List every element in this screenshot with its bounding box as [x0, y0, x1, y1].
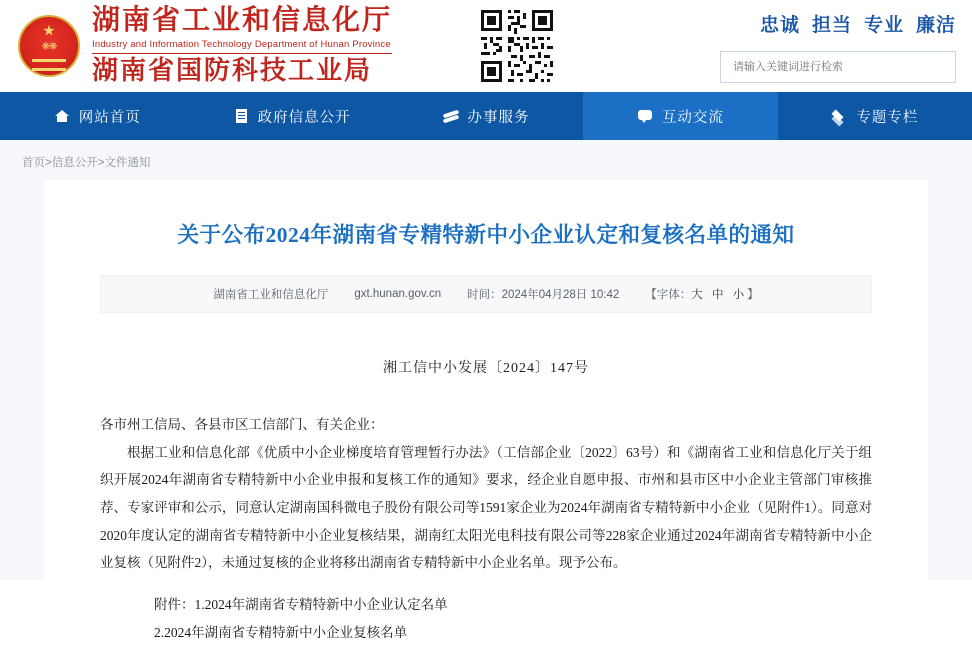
- slogan-word-2: 担当: [811, 14, 852, 36]
- qr-code-svg: [478, 7, 556, 85]
- nav-label-government-info: 政府信息公开: [257, 109, 351, 126]
- attachment-item-1[interactable]: 附件：1.2024年湖南省专精特新中小企业认定名单: [154, 597, 448, 613]
- breadcrumb-text: 首页>信息公开>文件通知: [22, 157, 151, 169]
- document-number: 湘工信中小发展〔2024〕147号: [383, 361, 589, 376]
- emblem-gear: [32, 59, 66, 71]
- meta-time-wrap: [467, 286, 619, 302]
- article-card: [44, 180, 928, 666]
- site-title-block: [92, 6, 392, 85]
- org-title-en: Industry and Information Technology Department of Hunan Province: [92, 39, 391, 51]
- nav-label-interaction: 互动交流: [661, 109, 724, 126]
- national-emblem-icon: [18, 15, 80, 77]
- paragraph-salutation: 各市州工信局、各县市区工信部门、有关企业：: [100, 417, 384, 432]
- article-body: [100, 411, 872, 646]
- slogan-word-3: 专业: [863, 14, 904, 36]
- home-icon: [54, 108, 70, 124]
- title-divider: [92, 53, 392, 54]
- service-icon: [443, 108, 459, 124]
- meta-time-value: 2024年04月28日 10:42: [501, 289, 620, 301]
- article-meta-bar: [100, 275, 872, 313]
- paragraph-main: 根据工业和信息化部《优质中小企业梯度培育管理暂行办法》（工信部企业〔2022〕63号）和《湖南省工业和信息化厅关于组织开展2024年湖南省专精特新中小企业申报和复核工作的通知》要求，经企业自愿申报、市州和县市区中小企业主管部门审核推荐、专家评审和公示，同意认定湖南国科微电子股份有限公司等1591家企业为2024年湖南省专精特新中小企业（见附件1）。同意对2020年度认定的湖南省专精特新中小企业复核结果，湖南红太阳光电科技有限公司等228家企业通过2024年湖南省专精特新中小企业复核（见附件2），未通过复核的企业将移出湖南省专精特新中小企业名单。现予公布。: [100, 444, 872, 571]
- page-background: [0, 180, 972, 640]
- nav-label-services: 办事服务: [467, 109, 530, 126]
- search-input[interactable]: [731, 60, 945, 74]
- font-size-options[interactable]: 大 中 小: [691, 289, 748, 301]
- breadcrumb[interactable]: [0, 140, 972, 180]
- header-right: [716, 10, 956, 83]
- page-title: 关于公布2024年湖南省专精特新中小企业认定和复核名单的通知: [177, 223, 795, 247]
- font-size-close: 】: [747, 289, 759, 301]
- slogan-word-4: 廉洁: [915, 14, 956, 36]
- main-navigation: [0, 92, 972, 140]
- meta-domain: gxt.hunan.gov.cn: [354, 288, 442, 300]
- slogan-group: [760, 10, 956, 37]
- attachment-list: [100, 591, 872, 646]
- chat-icon: [637, 108, 653, 124]
- nav-item-services[interactable]: [389, 92, 583, 140]
- org-title-cn-secondary: 湖南省国防科技工业局: [92, 56, 373, 86]
- qr-code-icon: [478, 7, 556, 85]
- font-size-controls[interactable]: [645, 286, 758, 302]
- meta-source: 湖南省工业和信息化厅: [213, 289, 329, 301]
- layers-icon: [831, 108, 847, 124]
- nav-label-special-topics: 专题专栏: [856, 109, 919, 126]
- search-box[interactable]: [720, 51, 956, 83]
- org-title-cn-primary: 湖南省工业和信息化厅: [92, 5, 393, 37]
- nav-item-special-topics[interactable]: [778, 92, 972, 140]
- font-size-label: 【字体：: [645, 289, 692, 301]
- document-icon: [233, 108, 249, 124]
- nav-label-home: 网站首页: [78, 109, 141, 126]
- nav-item-home[interactable]: [0, 92, 194, 140]
- nav-item-interaction[interactable]: [583, 92, 777, 140]
- site-header: [0, 0, 972, 92]
- emblem-wheat: ❋❋: [41, 41, 57, 53]
- meta-time-label: 时间：: [467, 289, 502, 301]
- slogan-word-1: 忠诚: [759, 14, 800, 36]
- emblem-star: ★: [42, 22, 56, 40]
- attachment-item-2[interactable]: 2.2024年湖南省专精特新中小企业复核名单: [154, 624, 408, 640]
- nav-item-government-info[interactable]: [194, 92, 388, 140]
